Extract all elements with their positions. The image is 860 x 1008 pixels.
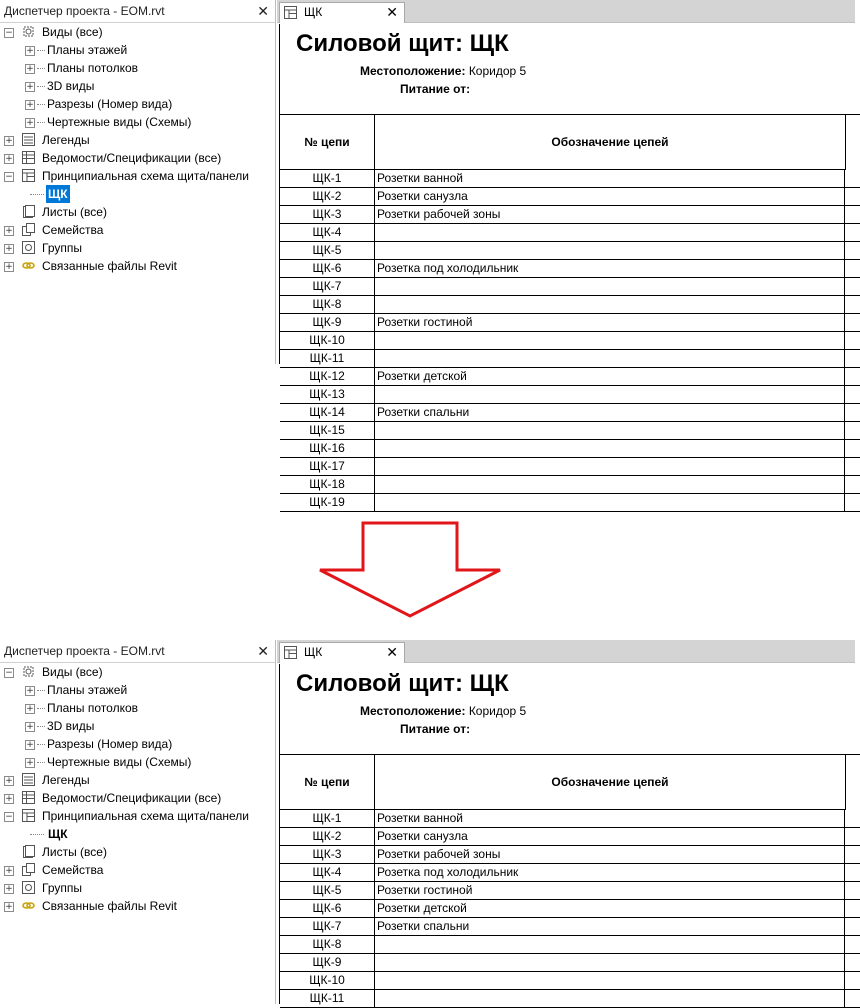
tree-item-11[interactable] bbox=[0, 203, 275, 221]
tree-item-label: Планы потолков bbox=[47, 701, 139, 715]
circuit-number-cell[interactable]: ЩК-3 bbox=[280, 206, 375, 223]
panel-schedule-view bbox=[279, 664, 856, 1004]
circuit-description-cell[interactable]: Розетки санузла bbox=[375, 188, 845, 205]
circuit-description-cell[interactable]: Розетки санузла bbox=[375, 828, 845, 845]
expand-icon[interactable]: + bbox=[26, 100, 34, 110]
schedule-title: Силовой щит: ЩК bbox=[296, 30, 509, 57]
expand-icon[interactable]: + bbox=[5, 776, 13, 786]
circuit-description-cell[interactable] bbox=[375, 972, 845, 989]
tree-item-label: ЩК bbox=[48, 827, 68, 841]
table-row[interactable] bbox=[280, 494, 860, 512]
table-row[interactable] bbox=[280, 188, 860, 206]
table-row[interactable] bbox=[280, 954, 860, 972]
tree-item-8[interactable] bbox=[0, 149, 275, 167]
table-row[interactable] bbox=[280, 404, 860, 422]
tree-item-4[interactable] bbox=[0, 717, 275, 735]
project-browser bbox=[0, 640, 276, 1004]
expand-icon[interactable]: + bbox=[26, 740, 34, 750]
circuit-number-cell[interactable]: ЩК-2 bbox=[280, 828, 375, 845]
circuit-number-cell[interactable]: ЩК-11 bbox=[280, 990, 375, 1007]
circuit-description-cell[interactable]: Розетки спальни bbox=[375, 918, 845, 935]
circuit-description-cell[interactable]: Розетки рабочей зоны bbox=[375, 206, 845, 223]
circuit-number-cell[interactable]: ЩК-1 bbox=[280, 810, 375, 827]
table-row[interactable] bbox=[280, 206, 860, 224]
tree-item-12[interactable] bbox=[0, 221, 275, 239]
tree-item-label: Группы bbox=[42, 881, 82, 895]
circuit-number-cell[interactable]: ЩК-4 bbox=[280, 864, 375, 881]
circuit-number-cell[interactable]: ЩК-9 bbox=[280, 954, 375, 971]
table-row[interactable] bbox=[280, 990, 860, 1008]
expand-icon[interactable]: + bbox=[26, 46, 34, 56]
circuit-number-cell[interactable]: ЩК-10 bbox=[280, 332, 375, 349]
tab-panel-schedule[interactable] bbox=[279, 2, 405, 23]
tree-item-10[interactable] bbox=[0, 185, 275, 203]
tree-item-label: Листы (все) bbox=[42, 845, 107, 859]
table-row[interactable] bbox=[280, 224, 860, 242]
project-tree bbox=[0, 23, 275, 275]
circuit-description-cell[interactable]: Розетки ванной bbox=[375, 810, 845, 827]
table-row[interactable] bbox=[280, 918, 860, 936]
tree-item-3[interactable] bbox=[0, 699, 275, 717]
expand-icon[interactable]: + bbox=[26, 64, 34, 74]
tab-label: ЩК bbox=[304, 5, 323, 19]
close-icon[interactable]: ✕ bbox=[257, 3, 269, 19]
circuit-description-cell[interactable]: Розетки спальни bbox=[375, 404, 845, 421]
tree-connector bbox=[37, 50, 45, 51]
expand-icon[interactable]: + bbox=[26, 118, 34, 128]
collapse-icon[interactable]: − bbox=[5, 668, 13, 678]
tree-connector bbox=[30, 194, 44, 195]
tree-item-label: Принципиальная схема щита/панели bbox=[42, 809, 249, 823]
tree-item-13[interactable] bbox=[0, 879, 275, 897]
tree-item-label: Легенды bbox=[42, 133, 90, 147]
tree-item-label: Планы потолков bbox=[47, 61, 139, 75]
schedule-header bbox=[280, 664, 860, 755]
view-tabbar bbox=[277, 640, 855, 663]
view-tabbar bbox=[277, 0, 855, 23]
location-label: Местоположение: bbox=[360, 704, 466, 718]
tree-item-9[interactable] bbox=[0, 167, 275, 185]
circuit-number-cell[interactable]: ЩК-8 bbox=[280, 936, 375, 953]
groups-icon bbox=[22, 241, 35, 254]
tree-item-3[interactable] bbox=[0, 59, 275, 77]
tree-item-13[interactable] bbox=[0, 239, 275, 257]
tree-connector bbox=[37, 726, 45, 727]
circuit-description-cell[interactable] bbox=[375, 936, 845, 953]
expand-icon[interactable]: + bbox=[5, 244, 13, 254]
schedule-icon bbox=[22, 791, 35, 804]
tree-item-14[interactable] bbox=[0, 257, 275, 275]
expand-icon[interactable]: + bbox=[26, 82, 34, 92]
tree-item-6[interactable] bbox=[0, 113, 275, 131]
tree-item-2[interactable] bbox=[0, 681, 275, 699]
circuit-description-cell[interactable] bbox=[375, 422, 845, 439]
expand-icon[interactable]: + bbox=[5, 154, 13, 164]
circuit-description-cell[interactable]: Розетка под холодильник bbox=[375, 260, 845, 277]
tree-item-label: Листы (все) bbox=[42, 205, 107, 219]
circuit-number-cell[interactable]: ЩК-15 bbox=[280, 422, 375, 439]
tree-item-label: Связанные файлы Revit bbox=[42, 899, 178, 913]
circuit-number-cell[interactable]: ЩК-6 bbox=[280, 900, 375, 917]
tree-item-label: Группы bbox=[42, 241, 82, 255]
expand-icon[interactable]: + bbox=[5, 262, 13, 272]
tree-connector bbox=[37, 68, 45, 69]
tree-item-label: Семейства bbox=[42, 223, 104, 237]
project-browser bbox=[0, 0, 276, 364]
tree-item-1[interactable] bbox=[0, 23, 275, 41]
table-row[interactable] bbox=[280, 810, 860, 828]
table-row[interactable] bbox=[280, 476, 860, 494]
tree-connector bbox=[37, 690, 45, 691]
panel-schedule-icon bbox=[22, 169, 35, 182]
families-icon bbox=[22, 863, 35, 876]
circuit-description-cell[interactable]: Розетки детской bbox=[375, 368, 845, 385]
project-browser-title: Диспетчер проекта - EOM.rvt bbox=[4, 4, 165, 18]
table-row[interactable] bbox=[280, 260, 860, 278]
tree-connector bbox=[37, 104, 45, 105]
tree-item-11[interactable] bbox=[0, 843, 275, 861]
down-arrow-icon bbox=[315, 520, 505, 620]
project-tree bbox=[0, 663, 275, 915]
tree-connector bbox=[37, 744, 45, 745]
circuit-description-cell[interactable] bbox=[375, 954, 845, 971]
collapse-icon[interactable]: − bbox=[5, 812, 13, 822]
tab-panel-schedule[interactable] bbox=[279, 642, 405, 663]
tree-connector bbox=[37, 762, 45, 763]
expand-icon[interactable]: + bbox=[5, 136, 13, 146]
tree-item-label: Чертежные виды (Схемы) bbox=[47, 115, 192, 129]
tree-connector bbox=[37, 122, 45, 123]
location-line bbox=[360, 64, 526, 78]
circuit-description-cell[interactable] bbox=[375, 990, 845, 1007]
circuit-description-cell[interactable] bbox=[375, 296, 845, 313]
column-header-circuit: № цепи bbox=[280, 755, 375, 810]
circuit-number-cell[interactable]: ЩК-11 bbox=[280, 350, 375, 367]
close-icon[interactable]: ✕ bbox=[257, 643, 269, 659]
tree-item-label: Связанные файлы Revit bbox=[42, 259, 178, 273]
circuit-description-cell[interactable]: Розетки рабочей зоны bbox=[375, 846, 845, 863]
column-header-description: Обозначение цепей bbox=[375, 755, 846, 810]
tree-item-label: Семейства bbox=[42, 863, 104, 877]
circuit-number-cell[interactable]: ЩК-5 bbox=[280, 882, 375, 899]
circuit-description-cell[interactable]: Розетки детской bbox=[375, 900, 845, 917]
collapse-icon[interactable]: − bbox=[5, 28, 13, 38]
schedule-title: Силовой щит: ЩК bbox=[296, 670, 509, 697]
circuit-number-cell[interactable]: ЩК-3 bbox=[280, 846, 375, 863]
circuit-number-cell[interactable]: ЩК-1 bbox=[280, 170, 375, 187]
circuit-description-cell[interactable] bbox=[375, 278, 845, 295]
project-browser-header bbox=[0, 0, 275, 23]
tree-item-label: Чертежные виды (Схемы) bbox=[47, 755, 192, 769]
tree-item-label: Виды (все) bbox=[42, 25, 103, 39]
circuit-description-cell[interactable] bbox=[375, 494, 845, 511]
circuit-number-cell[interactable]: ЩК-18 bbox=[280, 476, 375, 493]
table-row[interactable] bbox=[280, 846, 860, 864]
circuit-number-cell[interactable]: ЩК-16 bbox=[280, 440, 375, 457]
circuit-number-cell[interactable]: ЩК-6 bbox=[280, 260, 375, 277]
close-icon[interactable]: ✕ bbox=[386, 4, 398, 20]
expand-icon[interactable]: + bbox=[5, 866, 13, 876]
sheets-icon bbox=[22, 845, 35, 858]
circuit-description-cell[interactable] bbox=[375, 386, 845, 403]
link-icon bbox=[22, 899, 35, 912]
circuit-description-cell[interactable] bbox=[375, 242, 845, 259]
circuit-description-cell[interactable]: Розетка под холодильник bbox=[375, 864, 845, 881]
circuit-rows bbox=[280, 170, 860, 512]
legend-icon bbox=[22, 133, 35, 146]
views-icon bbox=[22, 665, 35, 678]
circuit-description-cell[interactable]: Розетки гостиной bbox=[375, 314, 845, 331]
location-value: Коридор 5 bbox=[468, 704, 527, 718]
tree-item-label: Планы этажей bbox=[47, 43, 128, 57]
tree-connector bbox=[37, 708, 45, 709]
tree-item-4[interactable] bbox=[0, 77, 275, 95]
circuit-number-cell[interactable]: ЩК-7 bbox=[280, 918, 375, 935]
table-row[interactable] bbox=[280, 278, 860, 296]
groups-icon bbox=[22, 881, 35, 894]
expand-icon[interactable]: + bbox=[26, 686, 34, 696]
circuit-number-cell[interactable]: ЩК-5 bbox=[280, 242, 375, 259]
tree-item-label: ЩК bbox=[48, 187, 68, 201]
tree-item-8[interactable] bbox=[0, 789, 275, 807]
tree-item-7[interactable] bbox=[0, 131, 275, 149]
table-row[interactable] bbox=[280, 440, 860, 458]
location-line bbox=[360, 704, 526, 718]
column-header-description: Обозначение цепей bbox=[375, 115, 846, 170]
tree-item-label: Ведомости/Спецификации (все) bbox=[42, 791, 222, 805]
panel-schedule-icon bbox=[22, 809, 35, 822]
supply-line bbox=[400, 82, 470, 96]
table-row[interactable] bbox=[280, 900, 860, 918]
tree-item-7[interactable] bbox=[0, 771, 275, 789]
column-header-circuit: № цепи bbox=[280, 115, 375, 170]
circuit-number-cell[interactable]: ЩК-12 bbox=[280, 368, 375, 385]
circuit-number-cell[interactable]: ЩК-10 bbox=[280, 972, 375, 989]
legend-icon bbox=[22, 773, 35, 786]
families-icon bbox=[22, 223, 35, 236]
table-row[interactable] bbox=[280, 864, 860, 882]
circuit-number-cell[interactable]: ЩК-8 bbox=[280, 296, 375, 313]
circuit-number-cell[interactable]: ЩК-9 bbox=[280, 314, 375, 331]
table-row[interactable] bbox=[280, 314, 860, 332]
circuit-description-cell[interactable] bbox=[375, 332, 845, 349]
table-row[interactable] bbox=[280, 458, 860, 476]
tree-item-10[interactable] bbox=[0, 825, 275, 843]
circuit-description-cell[interactable] bbox=[375, 350, 845, 367]
table-row[interactable] bbox=[280, 386, 860, 404]
tree-item-label: 3D виды bbox=[47, 719, 95, 733]
tree-item-6[interactable] bbox=[0, 753, 275, 771]
circuit-description-cell[interactable] bbox=[375, 224, 845, 241]
tree-item-label: Планы этажей bbox=[47, 683, 128, 697]
location-label: Местоположение: bbox=[360, 64, 466, 78]
expand-icon[interactable]: + bbox=[5, 884, 13, 894]
table-row[interactable] bbox=[280, 296, 860, 314]
tree-item-label: Разрезы (Номер вида) bbox=[47, 737, 173, 751]
expand-icon[interactable]: + bbox=[26, 704, 34, 714]
table-row[interactable] bbox=[280, 882, 860, 900]
circuit-number-cell[interactable]: ЩК-2 bbox=[280, 188, 375, 205]
table-row[interactable] bbox=[280, 422, 860, 440]
tree-item-label: Принципиальная схема щита/панели bbox=[42, 169, 249, 183]
schedule-icon bbox=[22, 151, 35, 164]
circuit-rows bbox=[280, 810, 860, 1008]
supply-label: Питание от: bbox=[400, 722, 471, 736]
expand-icon[interactable]: + bbox=[26, 758, 34, 768]
circuit-number-cell[interactable]: ЩК-19 bbox=[280, 494, 375, 511]
views-icon bbox=[22, 25, 35, 38]
table-row[interactable] bbox=[280, 972, 860, 990]
tree-connector bbox=[37, 86, 45, 87]
circuit-description-cell[interactable] bbox=[375, 476, 845, 493]
circuit-number-cell[interactable]: ЩК-7 bbox=[280, 278, 375, 295]
tree-item-1[interactable] bbox=[0, 663, 275, 681]
tab-label: ЩК bbox=[304, 645, 323, 659]
expand-icon[interactable]: + bbox=[5, 902, 13, 912]
expand-icon[interactable]: + bbox=[5, 794, 13, 804]
supply-label: Питание от: bbox=[400, 82, 471, 96]
expand-icon[interactable]: + bbox=[5, 226, 13, 236]
circuit-number-cell[interactable]: ЩК-13 bbox=[280, 386, 375, 403]
after-screenshot bbox=[0, 640, 855, 1004]
tree-item-label: Ведомости/Спецификации (все) bbox=[42, 151, 222, 165]
project-browser-header bbox=[0, 640, 275, 663]
link-icon bbox=[22, 259, 35, 272]
tree-item-2[interactable] bbox=[0, 41, 275, 59]
schedule-header bbox=[280, 24, 860, 115]
tree-item-label: 3D виды bbox=[47, 79, 95, 93]
location-value: Коридор 5 bbox=[468, 64, 527, 78]
circuit-description-cell[interactable] bbox=[375, 458, 845, 475]
tree-item-label: Легенды bbox=[42, 773, 90, 787]
circuit-number-cell[interactable]: ЩК-17 bbox=[280, 458, 375, 475]
tree-item-5[interactable] bbox=[0, 95, 275, 113]
circuit-description-cell[interactable] bbox=[375, 440, 845, 457]
table-row[interactable] bbox=[280, 332, 860, 350]
table-row[interactable] bbox=[280, 368, 860, 386]
tree-item-label: Виды (все) bbox=[42, 665, 103, 679]
tree-item-12[interactable] bbox=[0, 861, 275, 879]
circuit-number-cell[interactable]: ЩК-4 bbox=[280, 224, 375, 241]
panel-schedule-icon bbox=[284, 6, 297, 19]
table-row[interactable] bbox=[280, 936, 860, 954]
tree-item-14[interactable] bbox=[0, 897, 275, 915]
collapse-icon[interactable]: − bbox=[5, 172, 13, 182]
sheets-icon bbox=[22, 205, 35, 218]
close-icon[interactable]: ✕ bbox=[386, 644, 398, 660]
project-browser-title: Диспетчер проекта - EOM.rvt bbox=[4, 644, 165, 658]
circuit-description-cell[interactable]: Розетки ванной bbox=[375, 170, 845, 187]
panel-schedule-icon bbox=[284, 646, 297, 659]
table-row[interactable] bbox=[280, 242, 860, 260]
table-row[interactable] bbox=[280, 170, 860, 188]
supply-line bbox=[400, 722, 470, 736]
circuit-number-cell[interactable]: ЩК-14 bbox=[280, 404, 375, 421]
tree-item-5[interactable] bbox=[0, 735, 275, 753]
arrow-shape bbox=[320, 523, 500, 616]
circuit-description-cell[interactable]: Розетки гостиной bbox=[375, 882, 845, 899]
tree-item-9[interactable] bbox=[0, 807, 275, 825]
table-row[interactable] bbox=[280, 828, 860, 846]
tree-item-label: Разрезы (Номер вида) bbox=[47, 97, 173, 111]
tree-connector bbox=[30, 834, 44, 835]
expand-icon[interactable]: + bbox=[26, 722, 34, 732]
panel-schedule-view bbox=[279, 24, 856, 509]
table-row[interactable] bbox=[280, 350, 860, 368]
